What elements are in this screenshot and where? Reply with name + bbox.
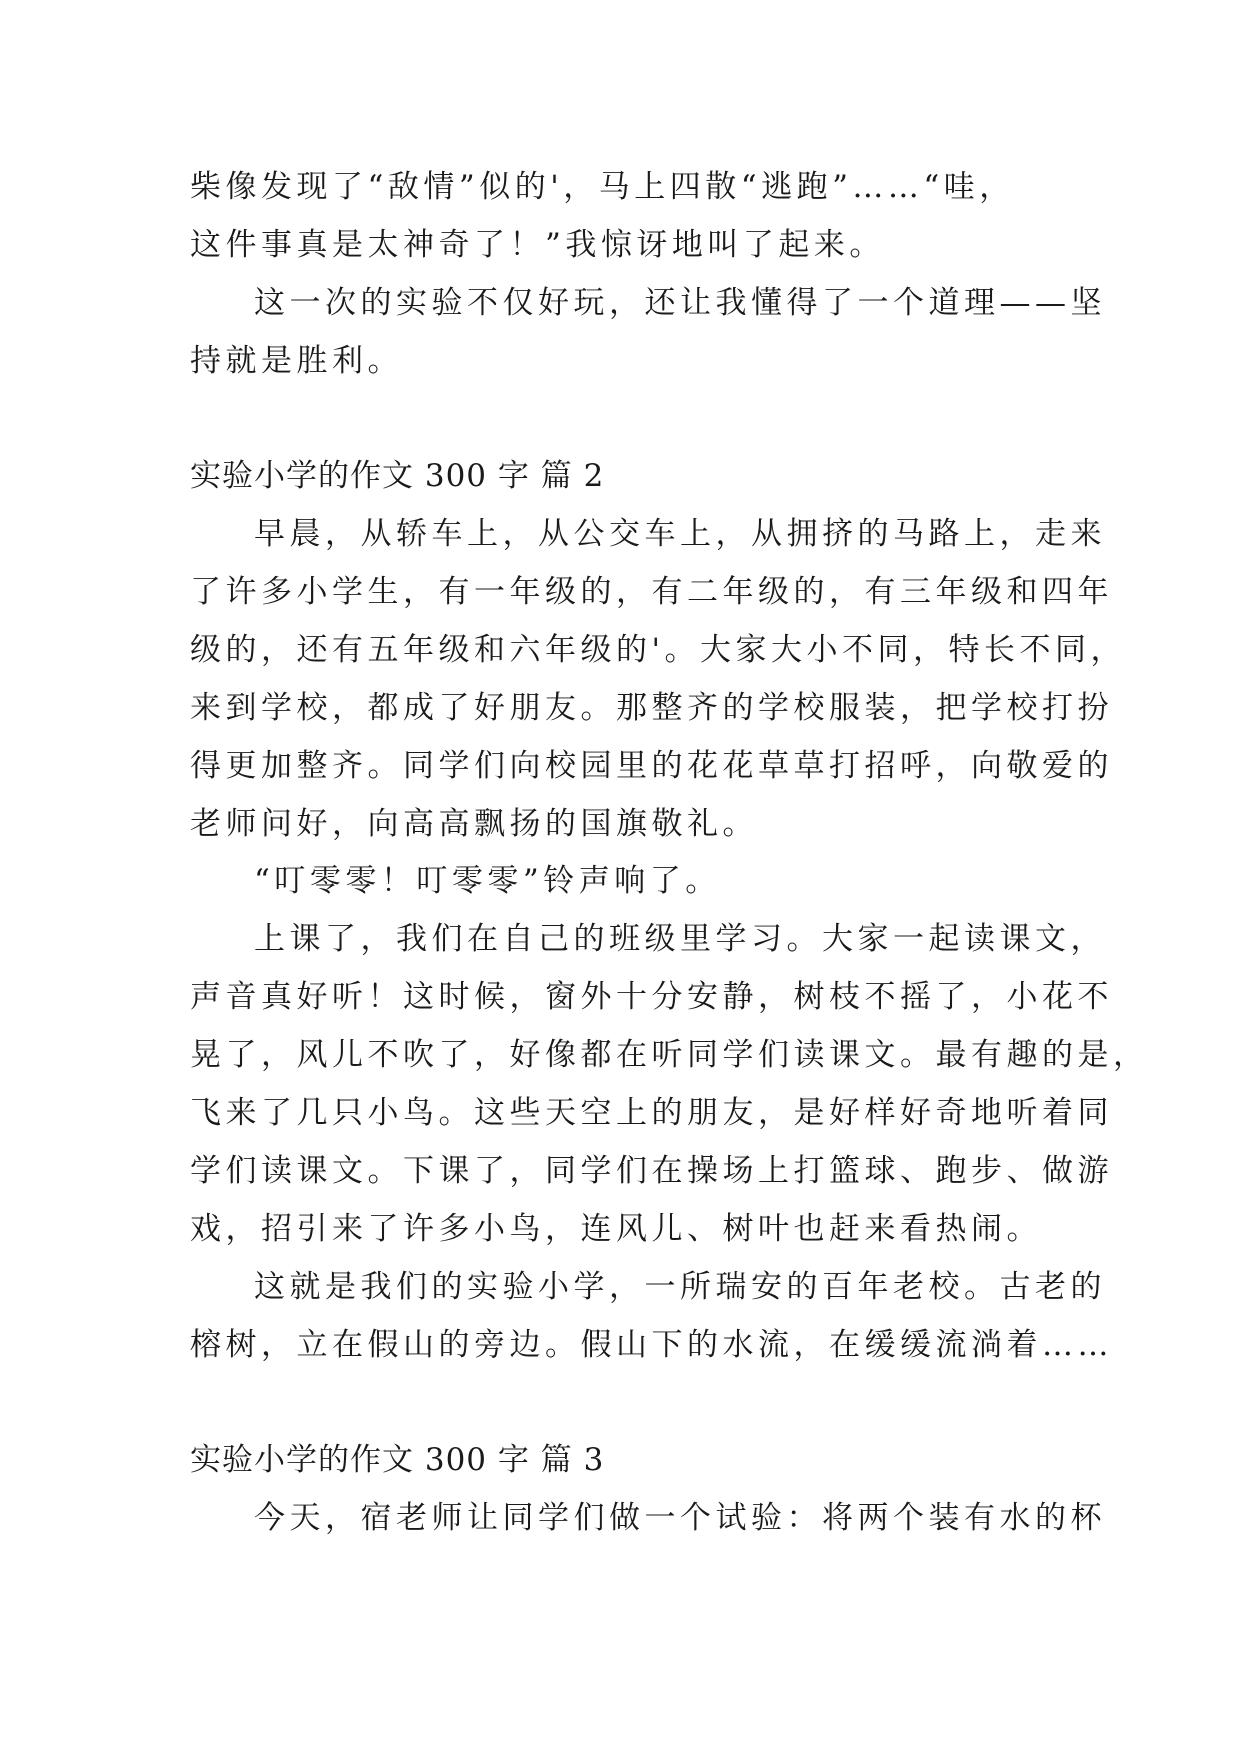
text-line: 老师问好，向高高飘扬的国旗敬礼。	[190, 806, 758, 842]
text-line: 榕树，立在假山的旁边。假山下的水流，在缓缓流淌着……	[190, 1327, 1113, 1363]
text-line: 戏，招引来了许多小鸟，连风儿、树叶也赶来看热闹。	[190, 1211, 1042, 1247]
text-line: 来到学校，都成了好朋友。那整齐的学校服装，把学校打扮	[190, 690, 1113, 726]
paragraph-start-line: 这就是我们的实验小学，一所瑞安的百年老校。古老的	[254, 1269, 1106, 1305]
paragraph-start-line: “叮零零！叮零零”铃声响了。	[254, 863, 721, 899]
text-line: 柴像发现了“敌情”似的'，马上四散“逃跑”……“哇，	[190, 169, 1015, 205]
text-line: 得更加整齐。同学们向校园里的花花草草打招呼，向敬爱的	[190, 748, 1113, 784]
text-line: 飞来了几只小鸟。这些天空上的朋友，是好样好奇地听着同	[190, 1095, 1113, 1131]
text-line: 持就是胜利。	[190, 343, 403, 379]
text-line: 晃了，风儿不吹了，好像都在听同学们读课文。最有趣的是，	[190, 1037, 1149, 1073]
section-heading: 实验小学的作文 300 字 篇 2	[190, 458, 605, 494]
text-line: 学们读课文。下课了，同学们在操场上打篮球、跑步、做游	[190, 1153, 1113, 1189]
text-line: 了许多小学生，有一年级的，有二年级的，有三年级和四年	[190, 574, 1113, 610]
text-line: 声音真好听！这时候，窗外十分安静，树枝不摇了，小花不	[190, 979, 1113, 1015]
text-line: 这件事真是太神奇了！”我惊讶地叫了起来。	[190, 227, 885, 263]
section-heading: 实验小学的作文 300 字 篇 3	[190, 1442, 605, 1478]
paragraph-start-line: 这一次的实验不仅好玩，还让我懂得了一个道理——坚	[254, 285, 1106, 321]
paragraph-start-line: 早晨，从轿车上，从公交车上，从拥挤的马路上，走来	[254, 516, 1106, 552]
text-line: 级的，还有五年级和六年级的'。大家大小不同，特长不同，	[190, 632, 1127, 668]
paragraph-start-line: 上课了，我们在自己的班级里学习。大家一起读课文，	[254, 921, 1106, 957]
paragraph-start-line: 今天，宿老师让同学们做一个试验：将两个装有水的杯	[254, 1500, 1106, 1536]
